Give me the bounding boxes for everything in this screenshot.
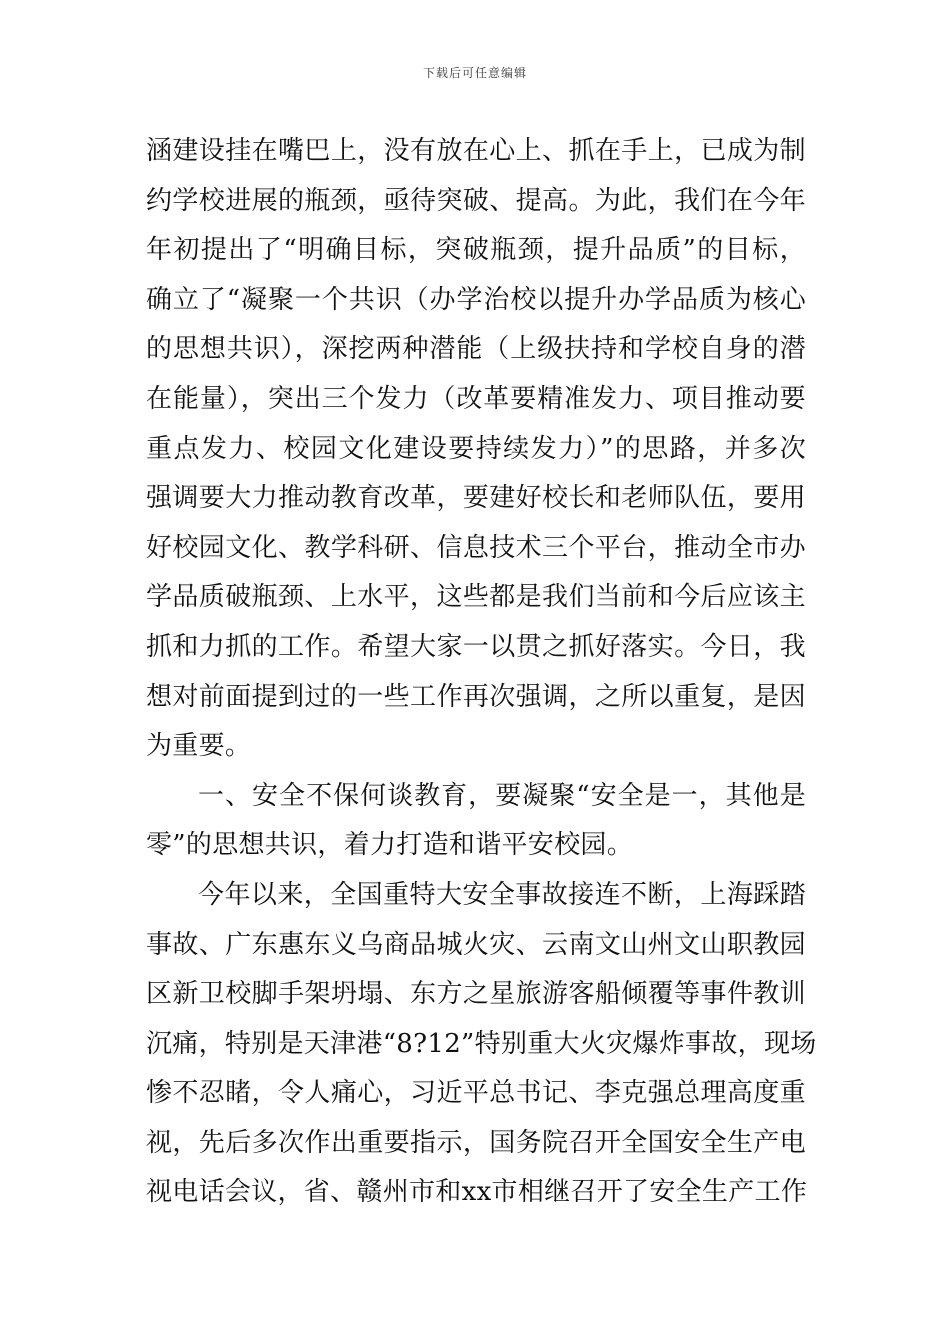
paragraph-start-line: 今年以来，全国重特大安全事故接连不断，上海踩踏 bbox=[198, 879, 806, 910]
body-text bbox=[146, 127, 817, 1218]
text-line: 学品质破瓶颈、上水平，这些都是我们当前和今后应该主 bbox=[146, 582, 806, 613]
text-line: 约学校进展的瓶颈，亟待突破、提高。为此，我们在今年 bbox=[146, 185, 806, 216]
text-line: 视，先后多次作出重要指示，国务院召开全国安全生产电 bbox=[146, 1127, 806, 1158]
text-line: 重点发力、校园文化建设要持续发力）”的思路，并多次 bbox=[146, 433, 806, 464]
text-line: 区新卫校脚手架坍塌、东方之星旅游客船倾覆等事件教训 bbox=[146, 979, 806, 1010]
text-line: 惨不忍睹，令人痛心，习近平总书记、李克强总理高度重 bbox=[146, 1078, 806, 1109]
text-line: 沉痛，特别是天津港“8?12”特别重大火灾爆炸事故，现场 bbox=[146, 1028, 817, 1059]
text-line: 视电话会议，省、赣州市和xx市相继召开了安全生产工作 bbox=[146, 1177, 808, 1208]
paragraph-end-line: 为重要。 bbox=[146, 731, 252, 762]
text-line: 事故、广东惠东义乌商品城火灾、云南文山州文山职教园 bbox=[146, 929, 806, 960]
section-heading-line: 一、安全不保何谈教育，要凝聚“安全是一，其他是 bbox=[198, 780, 806, 811]
text-line: 好校园文化、教学科研、信息技术三个平台，推动全市办 bbox=[146, 532, 806, 563]
text-line: 抓和力抓的工作。希望大家一以贯之抓好落实。今日，我 bbox=[146, 631, 806, 662]
section-heading-end-line: 零”的思想共识，着力打造和谐平安校园。 bbox=[146, 830, 633, 861]
text-line: 强调要大力推动教育改革，要建好校长和老师队伍，要用 bbox=[146, 483, 806, 514]
text-line: 涵建设挂在嘴巴上，没有放在心上、抓在手上，已成为制 bbox=[146, 136, 806, 166]
text-line: 在能量），突出三个发力（改革要精准发力、项目推动要 bbox=[146, 383, 806, 414]
text-line: 的思想共识），深挖两种潜能（上级扶持和学校自身的潜 bbox=[146, 334, 806, 365]
text-line: 年初提出了“明确目标，突破瓶颈，提升品质”的目标， bbox=[146, 235, 806, 266]
text-line: 想对前面提到过的一些工作再次强调，之所以重复，是因 bbox=[146, 681, 806, 712]
text-line: 确立了“凝聚一个共识（办学治校以提升办学品质为核心 bbox=[146, 284, 806, 315]
page-header: 下载后可任意编辑 bbox=[422, 66, 527, 80]
